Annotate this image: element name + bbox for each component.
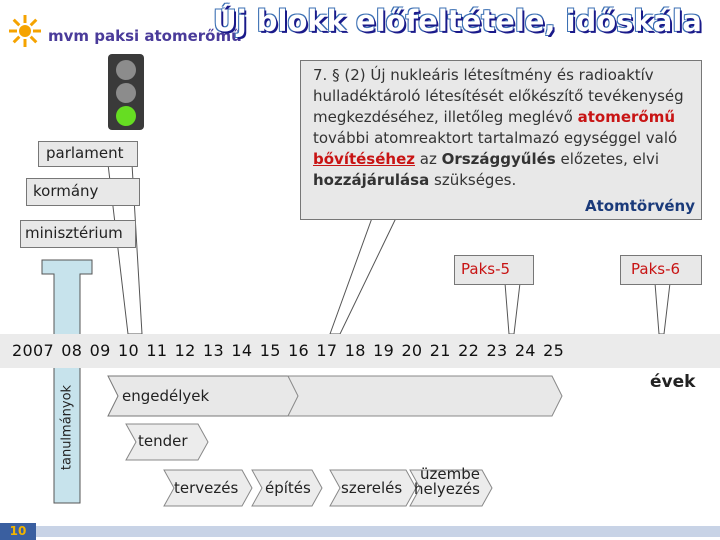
- kormany-box: [26, 178, 140, 206]
- kormany-label: kormány: [33, 182, 99, 200]
- law-bold-hozzajarulas: hozzájárulása: [313, 171, 430, 189]
- timeline-years: 2007 08 09 10 11 12 13 14 15 16 17 18 19 20 21 22 23 24 25: [12, 341, 565, 360]
- law-bold-orszaggyules: Országgyűlés: [441, 150, 556, 168]
- law-paragraph: 7. § (2) Új nukleáris létesítmény és radioaktív hulladéktároló létesítését előkészítő tevékenység megkezdéséhez, illetőleg meglévő atomerőmű további atomreaktort tartalmazó egységgel való bővítéséhez az Országgyűlés előzetes, elvi hozzájárulása szükséges.: [313, 66, 684, 189]
- stage-tervezes: tervezés: [174, 479, 239, 497]
- stage-uzembe-line2: helyezés: [414, 480, 480, 498]
- miniszterium-box: [20, 220, 136, 248]
- law-emph-bovites: bővítéséhez: [313, 150, 415, 168]
- law-quote-box: [300, 60, 702, 220]
- year-timeline: [0, 334, 720, 368]
- stage-uzembe-line1: üzembe: [420, 465, 480, 483]
- law-callout: [330, 218, 396, 334]
- engedelyek-bar: [288, 376, 562, 416]
- stage-engedelyek: engedélyek: [122, 387, 210, 405]
- page-number: 10: [0, 523, 36, 540]
- law-source: Atomtörvény: [585, 197, 695, 215]
- parlament-box: [38, 141, 138, 167]
- page-title: Új blokk előfeltétele, időskála: [213, 4, 702, 38]
- stage-epites: építés: [265, 479, 311, 497]
- paks5-box: [454, 255, 534, 285]
- studies-label: tanulmányok: [59, 384, 75, 471]
- miniszterium-label: minisztérium: [25, 224, 123, 242]
- parlament-label: parlament: [46, 144, 124, 162]
- paks6-pointer: [655, 283, 670, 334]
- footer-bar: [36, 526, 720, 537]
- stage-tender: tender: [138, 432, 188, 450]
- timeline-unit: évek: [650, 372, 696, 392]
- paks6-box: [620, 255, 702, 285]
- paks5-pointer: [505, 283, 520, 334]
- stage-szereles: szerelés: [341, 479, 403, 497]
- studies-box: [52, 370, 82, 500]
- paks5-label: Paks-5: [461, 260, 511, 278]
- paks6-label: Paks-6: [631, 260, 681, 278]
- law-emph-atomeromu: atomerőmű: [577, 108, 676, 126]
- logo-text: mvm paksi atomerőmű: [48, 27, 242, 45]
